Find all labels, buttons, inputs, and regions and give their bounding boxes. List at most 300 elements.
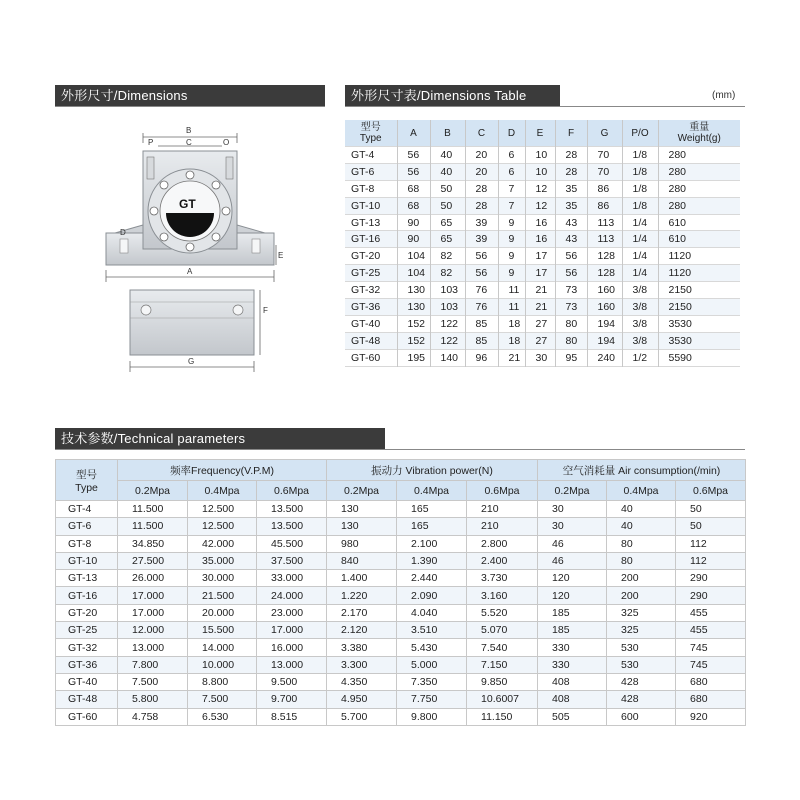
- pressure-col: 0.4Mpa: [397, 481, 467, 501]
- value-cell: 130: [397, 282, 430, 299]
- value-cell: 26.000: [118, 570, 188, 587]
- value-cell: 1/8: [622, 197, 658, 214]
- table-row: [345, 214, 740, 231]
- value-cell: 5590: [668, 351, 692, 364]
- value-cell: 1/4: [622, 265, 658, 282]
- value-cell: 39: [465, 231, 498, 248]
- value-cell: 1/8: [622, 180, 658, 197]
- value-cell: 7.500: [118, 673, 188, 690]
- model-cell: GT-48: [56, 691, 118, 708]
- value-cell: 330: [538, 639, 607, 656]
- value-cell: 165: [397, 501, 467, 518]
- value-cell: 330: [538, 656, 607, 673]
- value-cell: 43: [555, 214, 587, 231]
- value-cell: 90: [397, 214, 430, 231]
- value-cell: 65: [430, 231, 465, 248]
- table-row: [56, 552, 746, 569]
- table-row: [56, 639, 746, 656]
- table-row: [345, 147, 740, 164]
- value-cell: 40: [607, 518, 676, 535]
- value-cell: 290: [676, 570, 746, 587]
- value-cell: 5.800: [118, 691, 188, 708]
- value-cell: 68: [397, 197, 430, 214]
- model-cell: GT-60: [56, 708, 118, 725]
- value-cell: 46: [538, 535, 607, 552]
- model-cell: GT-16: [56, 587, 118, 604]
- unit-label: (mm): [712, 90, 736, 101]
- value-cell: 56: [465, 248, 498, 265]
- technical-title: 技术参数/Technical parameters: [61, 431, 246, 446]
- table-row: [56, 691, 746, 708]
- table-row: [345, 349, 740, 366]
- value-cell: 5.000: [397, 656, 467, 673]
- value-cell: 3530: [668, 317, 692, 330]
- col-a: A: [397, 120, 430, 147]
- table-row: [56, 570, 746, 587]
- value-cell: 2.170: [327, 604, 397, 621]
- dimensions-title: 外形尺寸/Dimensions: [61, 88, 188, 103]
- value-cell: 2.120: [327, 622, 397, 639]
- value-cell: 65: [430, 214, 465, 231]
- value-cell: 13.500: [257, 518, 327, 535]
- value-cell: 7.500: [188, 691, 257, 708]
- value-cell: 194: [587, 332, 622, 349]
- value-cell: 76: [465, 282, 498, 299]
- model-cell: GT-20: [345, 248, 397, 265]
- value-cell: 20: [465, 163, 498, 180]
- value-cell: 11.150: [467, 708, 538, 725]
- value-cell: 9.500: [257, 673, 327, 690]
- value-cell: 76: [465, 299, 498, 316]
- value-cell: 45.500: [257, 535, 327, 552]
- col-g: G: [587, 120, 622, 147]
- pressure-col: 0.2Mpa: [538, 481, 607, 501]
- model-cell: GT-48: [345, 332, 397, 349]
- model-cell: GT-6: [56, 518, 118, 535]
- value-cell: 8.800: [188, 673, 257, 690]
- value-cell: 745: [676, 639, 746, 656]
- value-cell: 195: [397, 349, 430, 366]
- value-cell: 82: [430, 248, 465, 265]
- technical-header-row: [56, 460, 746, 481]
- value-cell: 16: [525, 214, 555, 231]
- model-cell: GT-6: [345, 163, 397, 180]
- table-row: [56, 673, 746, 690]
- value-cell: 3.510: [397, 622, 467, 639]
- value-cell: 12.500: [188, 501, 257, 518]
- model-cell: GT-10: [56, 552, 118, 569]
- value-cell: 11.500: [118, 518, 188, 535]
- value-cell: 16: [525, 231, 555, 248]
- value-cell: 17: [525, 265, 555, 282]
- value-cell: 113: [587, 231, 622, 248]
- group-air: 空气消耗量 Air consumption(/min): [538, 460, 746, 481]
- value-cell: 39: [465, 214, 498, 231]
- value-cell: 56: [555, 248, 587, 265]
- value-cell: 2.090: [397, 587, 467, 604]
- model-cell: GT-32: [345, 282, 397, 299]
- table-row: [56, 622, 746, 639]
- value-cell: 21.500: [188, 587, 257, 604]
- value-cell: 130: [397, 299, 430, 316]
- model-cell: GT-20: [56, 604, 118, 621]
- value-cell: 85: [465, 332, 498, 349]
- value-cell: 56: [465, 265, 498, 282]
- value-cell: 1/2: [622, 349, 658, 366]
- value-cell: 28: [555, 147, 587, 164]
- value-cell: 130: [327, 518, 397, 535]
- value-cell: 27: [525, 332, 555, 349]
- pressure-col: 0.4Mpa: [607, 481, 676, 501]
- value-cell: 122: [430, 332, 465, 349]
- table-row: [345, 315, 740, 332]
- value-cell: 122: [430, 315, 465, 332]
- col-b: B: [430, 120, 465, 147]
- value-cell: 50: [430, 180, 465, 197]
- pressure-col: 0.2Mpa: [118, 481, 188, 501]
- dimensions-title-bar: [55, 85, 325, 106]
- value-cell: 1/4: [622, 214, 658, 231]
- value-cell: 160: [587, 282, 622, 299]
- col-type: 型号 Type: [345, 120, 397, 147]
- value-cell: 4.950: [327, 691, 397, 708]
- value-cell: 24.000: [257, 587, 327, 604]
- value-cell: 17.000: [118, 604, 188, 621]
- value-cell: 27: [525, 315, 555, 332]
- label-g: G: [188, 357, 195, 366]
- value-cell: 3.380: [327, 639, 397, 656]
- value-cell: 34.850: [118, 535, 188, 552]
- pressure-col: 0.4Mpa: [188, 481, 257, 501]
- value-cell: 1/4: [622, 231, 658, 248]
- dimensions-table-title-bar: [345, 85, 560, 106]
- pressure-header-row: [56, 481, 746, 501]
- value-cell: 35: [555, 180, 587, 197]
- label-c: C: [186, 138, 192, 147]
- value-cell: 210: [467, 501, 538, 518]
- table-row: [345, 299, 740, 316]
- value-cell: 11.500: [118, 501, 188, 518]
- value-cell: 104: [397, 265, 430, 282]
- value-cell: 11: [498, 282, 525, 299]
- value-cell: 21: [498, 349, 525, 366]
- value-cell: 33.000: [257, 570, 327, 587]
- value-cell: 56: [397, 147, 430, 164]
- value-cell: 160: [587, 299, 622, 316]
- table-row: [345, 265, 740, 282]
- table-row: [56, 604, 746, 621]
- table-row: [56, 708, 746, 725]
- value-cell: 85: [465, 315, 498, 332]
- value-cell: 280: [668, 148, 687, 161]
- group-frequency: 频率Frequency(V.P.M): [118, 460, 327, 481]
- table-row: [56, 535, 746, 552]
- value-cell: 4.758: [118, 708, 188, 725]
- value-cell: 680: [676, 673, 746, 690]
- divider: [55, 449, 745, 450]
- value-cell: 20.000: [188, 604, 257, 621]
- model-cell: GT-4: [56, 501, 118, 518]
- value-cell: 1/4: [622, 248, 658, 265]
- value-cell: 600: [607, 708, 676, 725]
- value-cell: 30: [538, 518, 607, 535]
- value-cell: 5.520: [467, 604, 538, 621]
- value-cell: 10.000: [188, 656, 257, 673]
- value-cell: 7.150: [467, 656, 538, 673]
- col-weight: 重量 Weight(g): [658, 120, 740, 147]
- value-cell: 610: [668, 216, 687, 229]
- value-cell: 3/8: [622, 282, 658, 299]
- value-cell: 112: [676, 535, 746, 552]
- value-cell: 103: [430, 299, 465, 316]
- value-cell: 11: [498, 299, 525, 316]
- value-cell: 2.800: [467, 535, 538, 552]
- value-cell: 428: [607, 691, 676, 708]
- value-cell: 9: [498, 214, 525, 231]
- col-type: 型号 Type: [56, 460, 118, 501]
- value-cell: 152: [397, 332, 430, 349]
- value-cell: 12: [525, 197, 555, 214]
- table-row: [345, 282, 740, 299]
- dimension-drawing: [60, 115, 330, 375]
- value-cell: 6: [498, 163, 525, 180]
- value-cell: 23.000: [257, 604, 327, 621]
- label-o: O: [223, 138, 230, 147]
- value-cell: 290: [676, 587, 746, 604]
- value-cell: 1120: [668, 250, 692, 263]
- value-cell: 128: [587, 265, 622, 282]
- value-cell: 50: [430, 197, 465, 214]
- value-cell: 28: [465, 197, 498, 214]
- value-cell: 1.400: [327, 570, 397, 587]
- value-cell: 680: [676, 691, 746, 708]
- value-cell: 80: [555, 315, 587, 332]
- value-cell: 7.750: [397, 691, 467, 708]
- value-cell: 3/8: [622, 315, 658, 332]
- value-cell: 1120: [658, 265, 740, 282]
- value-cell: 30: [538, 501, 607, 518]
- value-cell: 200: [607, 570, 676, 587]
- value-cell: 325: [607, 604, 676, 621]
- value-cell: 9: [498, 265, 525, 282]
- model-cell: GT-32: [56, 639, 118, 656]
- value-cell: 46: [538, 552, 607, 569]
- value-cell: 128: [587, 248, 622, 265]
- value-cell: 530: [607, 639, 676, 656]
- value-cell: 80: [607, 552, 676, 569]
- divider: [345, 106, 745, 107]
- value-cell: 3.300: [327, 656, 397, 673]
- value-cell: 152: [397, 315, 430, 332]
- value-cell: 9.850: [467, 673, 538, 690]
- pressure-col: 0.6Mpa: [257, 481, 327, 501]
- value-cell: 7.350: [397, 673, 467, 690]
- value-cell: 185: [538, 622, 607, 639]
- model-cell: GT-8: [56, 535, 118, 552]
- dimensions-header-row: [345, 120, 740, 147]
- value-cell: 7: [498, 180, 525, 197]
- model-cell: GT-60: [345, 349, 397, 366]
- value-cell: 325: [607, 622, 676, 639]
- value-cell: 6: [498, 147, 525, 164]
- badge-text: GT: [179, 197, 196, 211]
- value-cell: 840: [327, 552, 397, 569]
- value-cell: 18: [498, 332, 525, 349]
- value-cell: 13.000: [118, 639, 188, 656]
- dimensions-table: [345, 120, 740, 367]
- value-cell: 9.800: [397, 708, 467, 725]
- value-cell: 56: [555, 265, 587, 282]
- value-cell: 40: [607, 501, 676, 518]
- value-cell: 2.440: [397, 570, 467, 587]
- value-cell: 70: [587, 147, 622, 164]
- value-cell: 3/8: [622, 332, 658, 349]
- table-row: [345, 180, 740, 197]
- model-cell: GT-13: [56, 570, 118, 587]
- value-cell: 50: [676, 518, 746, 535]
- table-row: [56, 587, 746, 604]
- value-cell: 5.700: [327, 708, 397, 725]
- value-cell: 42.000: [188, 535, 257, 552]
- value-cell: 27.500: [118, 552, 188, 569]
- value-cell: 35: [555, 197, 587, 214]
- value-cell: 185: [538, 604, 607, 621]
- model-cell: GT-13: [345, 214, 397, 231]
- value-cell: 10: [525, 163, 555, 180]
- value-cell: 20: [465, 147, 498, 164]
- value-cell: 21: [525, 282, 555, 299]
- table-row: [56, 501, 746, 518]
- value-cell: 120: [538, 570, 607, 587]
- value-cell: 18: [498, 315, 525, 332]
- value-cell: 7: [498, 197, 525, 214]
- table-row: [345, 248, 740, 265]
- label-d: D: [120, 228, 126, 237]
- value-cell: 1/8: [622, 163, 658, 180]
- value-cell: 73: [555, 299, 587, 316]
- value-cell: 28: [555, 163, 587, 180]
- value-cell: 2.400: [467, 552, 538, 569]
- value-cell: 90: [397, 231, 430, 248]
- value-cell: 120: [538, 587, 607, 604]
- value-cell: 73: [555, 282, 587, 299]
- value-cell: 194: [587, 315, 622, 332]
- value-cell: 37.500: [257, 552, 327, 569]
- value-cell: 505: [538, 708, 607, 725]
- value-cell: 70: [587, 163, 622, 180]
- col-po: P/O: [622, 120, 658, 147]
- label-p: P: [148, 138, 154, 147]
- value-cell: 28: [465, 180, 498, 197]
- model-cell: GT-36: [56, 656, 118, 673]
- value-cell: 8.515: [257, 708, 327, 725]
- model-cell: GT-4: [345, 147, 397, 164]
- label-a: A: [187, 267, 193, 276]
- value-cell: 4.040: [397, 604, 467, 621]
- value-cell: 86: [587, 180, 622, 197]
- table-row: [345, 197, 740, 214]
- pressure-col: 0.2Mpa: [327, 481, 397, 501]
- value-cell: 13.500: [257, 501, 327, 518]
- value-cell: 86: [587, 197, 622, 214]
- value-cell: 1.390: [397, 552, 467, 569]
- col-d: D: [498, 120, 525, 147]
- value-cell: 56: [397, 163, 430, 180]
- table-row: [56, 656, 746, 673]
- value-cell: 82: [430, 265, 465, 282]
- dimensions-table-title: 外形尺寸表/Dimensions Table: [351, 88, 527, 103]
- value-cell: 112: [676, 552, 746, 569]
- pressure-col: 0.6Mpa: [676, 481, 746, 501]
- value-cell: 408: [538, 691, 607, 708]
- value-cell: 428: [607, 673, 676, 690]
- value-cell: 80: [607, 535, 676, 552]
- value-cell: 40: [430, 163, 465, 180]
- table-row: [56, 518, 746, 535]
- value-cell: 6.530: [188, 708, 257, 725]
- value-cell: 4.350: [327, 673, 397, 690]
- value-cell: 165: [397, 518, 467, 535]
- value-cell: 920: [676, 708, 746, 725]
- group-vibration: 振动力 Vibration power(N): [327, 460, 538, 481]
- value-cell: 103: [430, 282, 465, 299]
- label-e: E: [278, 251, 284, 260]
- value-cell: 95: [555, 349, 587, 366]
- label-f: F: [263, 306, 268, 315]
- technical-table: [55, 459, 746, 726]
- value-cell: 140: [430, 349, 465, 366]
- value-cell: 43: [555, 231, 587, 248]
- model-cell: GT-8: [345, 180, 397, 197]
- value-cell: 130: [327, 501, 397, 518]
- value-cell: 14.000: [188, 639, 257, 656]
- value-cell: 745: [676, 656, 746, 673]
- value-cell: 40: [430, 147, 465, 164]
- technical-title-bar: [55, 428, 385, 449]
- value-cell: 17.000: [118, 587, 188, 604]
- value-cell: 35.000: [188, 552, 257, 569]
- value-cell: 12.500: [188, 518, 257, 535]
- value-cell: 17.000: [257, 622, 327, 639]
- value-cell: 16.000: [257, 639, 327, 656]
- value-cell: 13.000: [257, 656, 327, 673]
- value-cell: 30.000: [188, 570, 257, 587]
- value-cell: 1/8: [622, 147, 658, 164]
- value-cell: 980: [327, 535, 397, 552]
- model-cell: GT-10: [345, 197, 397, 214]
- value-cell: 10.6007: [467, 691, 538, 708]
- value-cell: 5.430: [397, 639, 467, 656]
- model-cell: GT-40: [56, 673, 118, 690]
- value-cell: 12.000: [118, 622, 188, 639]
- value-cell: 280: [668, 182, 687, 195]
- model-cell: GT-40: [345, 315, 397, 332]
- value-cell: 30: [525, 349, 555, 366]
- value-cell: 50: [676, 501, 746, 518]
- value-cell: 104: [397, 248, 430, 265]
- value-cell: 408: [538, 673, 607, 690]
- value-cell: 3.160: [467, 587, 538, 604]
- value-cell: 96: [465, 349, 498, 366]
- value-cell: 2150: [658, 299, 740, 316]
- value-cell: 5.070: [467, 622, 538, 639]
- value-cell: 210: [467, 518, 538, 535]
- model-cell: GT-16: [345, 231, 397, 248]
- value-cell: 68: [397, 180, 430, 197]
- value-cell: 7.800: [118, 656, 188, 673]
- divider: [55, 106, 325, 107]
- col-c: C: [465, 120, 498, 147]
